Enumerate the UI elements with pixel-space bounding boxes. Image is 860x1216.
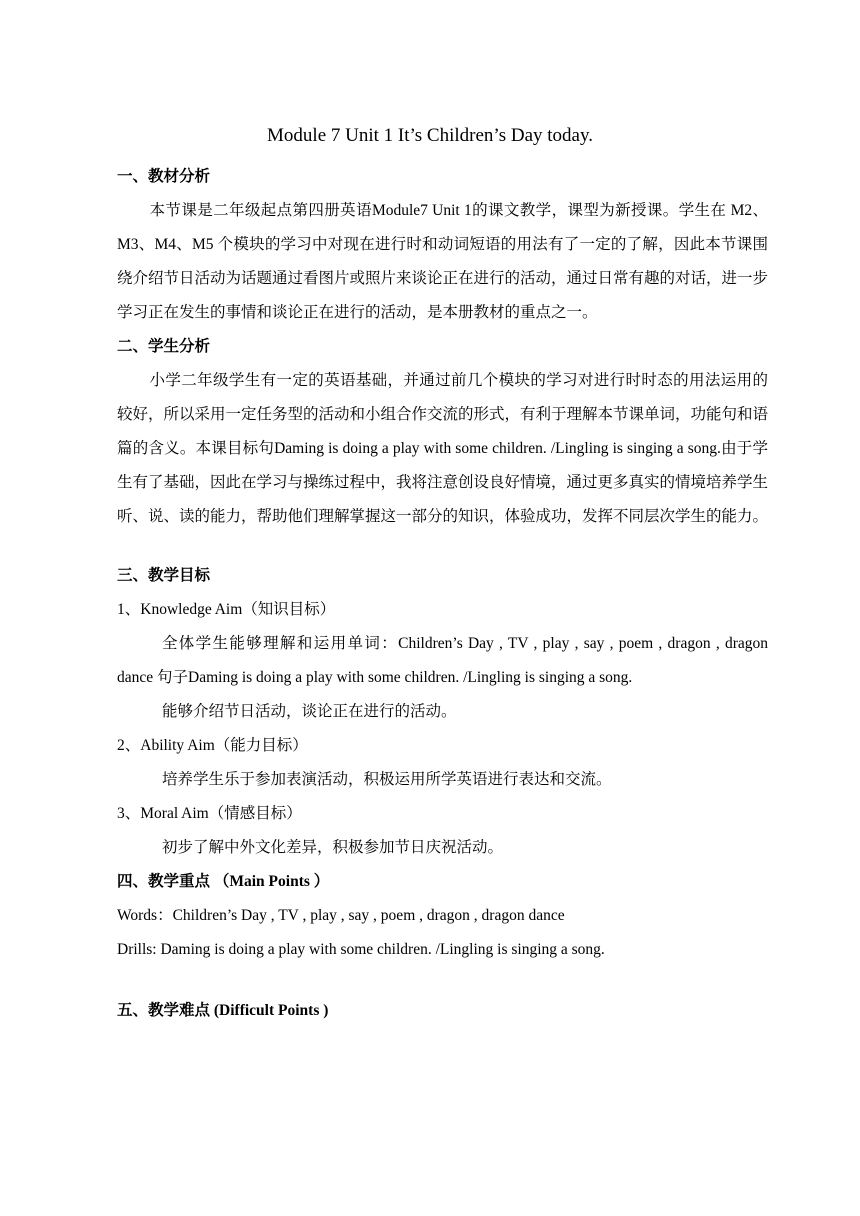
blank-line bbox=[117, 967, 768, 994]
paragraph-textbook-analysis: 本节课是二年级起点第四册英语Module7 Unit 1的课文教学，课型为新授课。学生在 M2、M3、M4、M5 个模块的学习中对现在进行时和动词短语的用法有了一定的了解，因此本节课围绕介绍节日活动为话题通过看图片或照片来谈论正在进行的活动，通过日常有趣的对话，进一步学习正在发生的事情和谈论正在进行的活动，是本册教材的重点之一。 bbox=[117, 202, 769, 321]
aim-knowledge-text: 全体学生能够理解和运用单词：Children’s Day , TV , play , say , poem , dragon , dragon dance 句子Daming is doing a play with some children. /Lingling is singing a song. bbox=[117, 635, 768, 686]
document-body bbox=[117, 160, 768, 1028]
aim-knowledge-label: 1、Knowledge Aim（知识目标） bbox=[117, 601, 336, 618]
document-title: Module 7 Unit 1 It’s Children’s Day today. bbox=[267, 125, 593, 146]
paragraph-student-analysis: 小学二年级学生有一定的英语基础，并通过前几个模块的学习对进行时时态的用法运用的较好，所以采用一定任务型的活动和小组合作交流的形式，有利于理解本节课单词，功能句和语篇的含义。本课目标句Daming is doing a play with some children. /Lingling is singing a song.由于学生有了基础，因此在学习与操练过程中，我将注意创设良好情境，通过更多真实的情境培养学生听、说、读的能力，帮助他们理解掌握这一部分的知识，体验成功，发挥不同层次学生的能力。 bbox=[117, 372, 769, 525]
blank-line bbox=[117, 534, 768, 559]
main-points-drills: Drills: Daming is doing a play with some children. /Lingling is singing a song. bbox=[117, 941, 605, 958]
section-heading-teaching-aims: 三、教学目标 bbox=[117, 567, 211, 584]
aim-ability-text: 培养学生乐于参加表演活动，积极运用所学英语进行表达和交流。 bbox=[161, 771, 612, 788]
aim-moral-text: 初步了解中外文化差异，积极参加节日庆祝活动。 bbox=[161, 839, 503, 856]
aim-knowledge-text-2: 能够介绍节日活动，谈论正在进行的活动。 bbox=[161, 703, 457, 720]
aim-ability-label: 2、Ability Aim（能力目标） bbox=[117, 737, 308, 754]
section-heading-textbook-analysis: 一、教材分析 bbox=[117, 168, 211, 185]
section-heading-difficult-points: 五、教学难点 (Difficult Points ) bbox=[117, 1002, 329, 1019]
main-points-words: Words：Children’s Day , TV , play , say , poem , dragon , dragon dance bbox=[117, 907, 565, 924]
aim-moral-label: 3、Moral Aim（情感目标） bbox=[117, 805, 302, 822]
section-heading-student-analysis: 二、学生分析 bbox=[117, 338, 211, 355]
section-heading-main-points: 四、教学重点 （Main Points ） bbox=[117, 873, 330, 890]
